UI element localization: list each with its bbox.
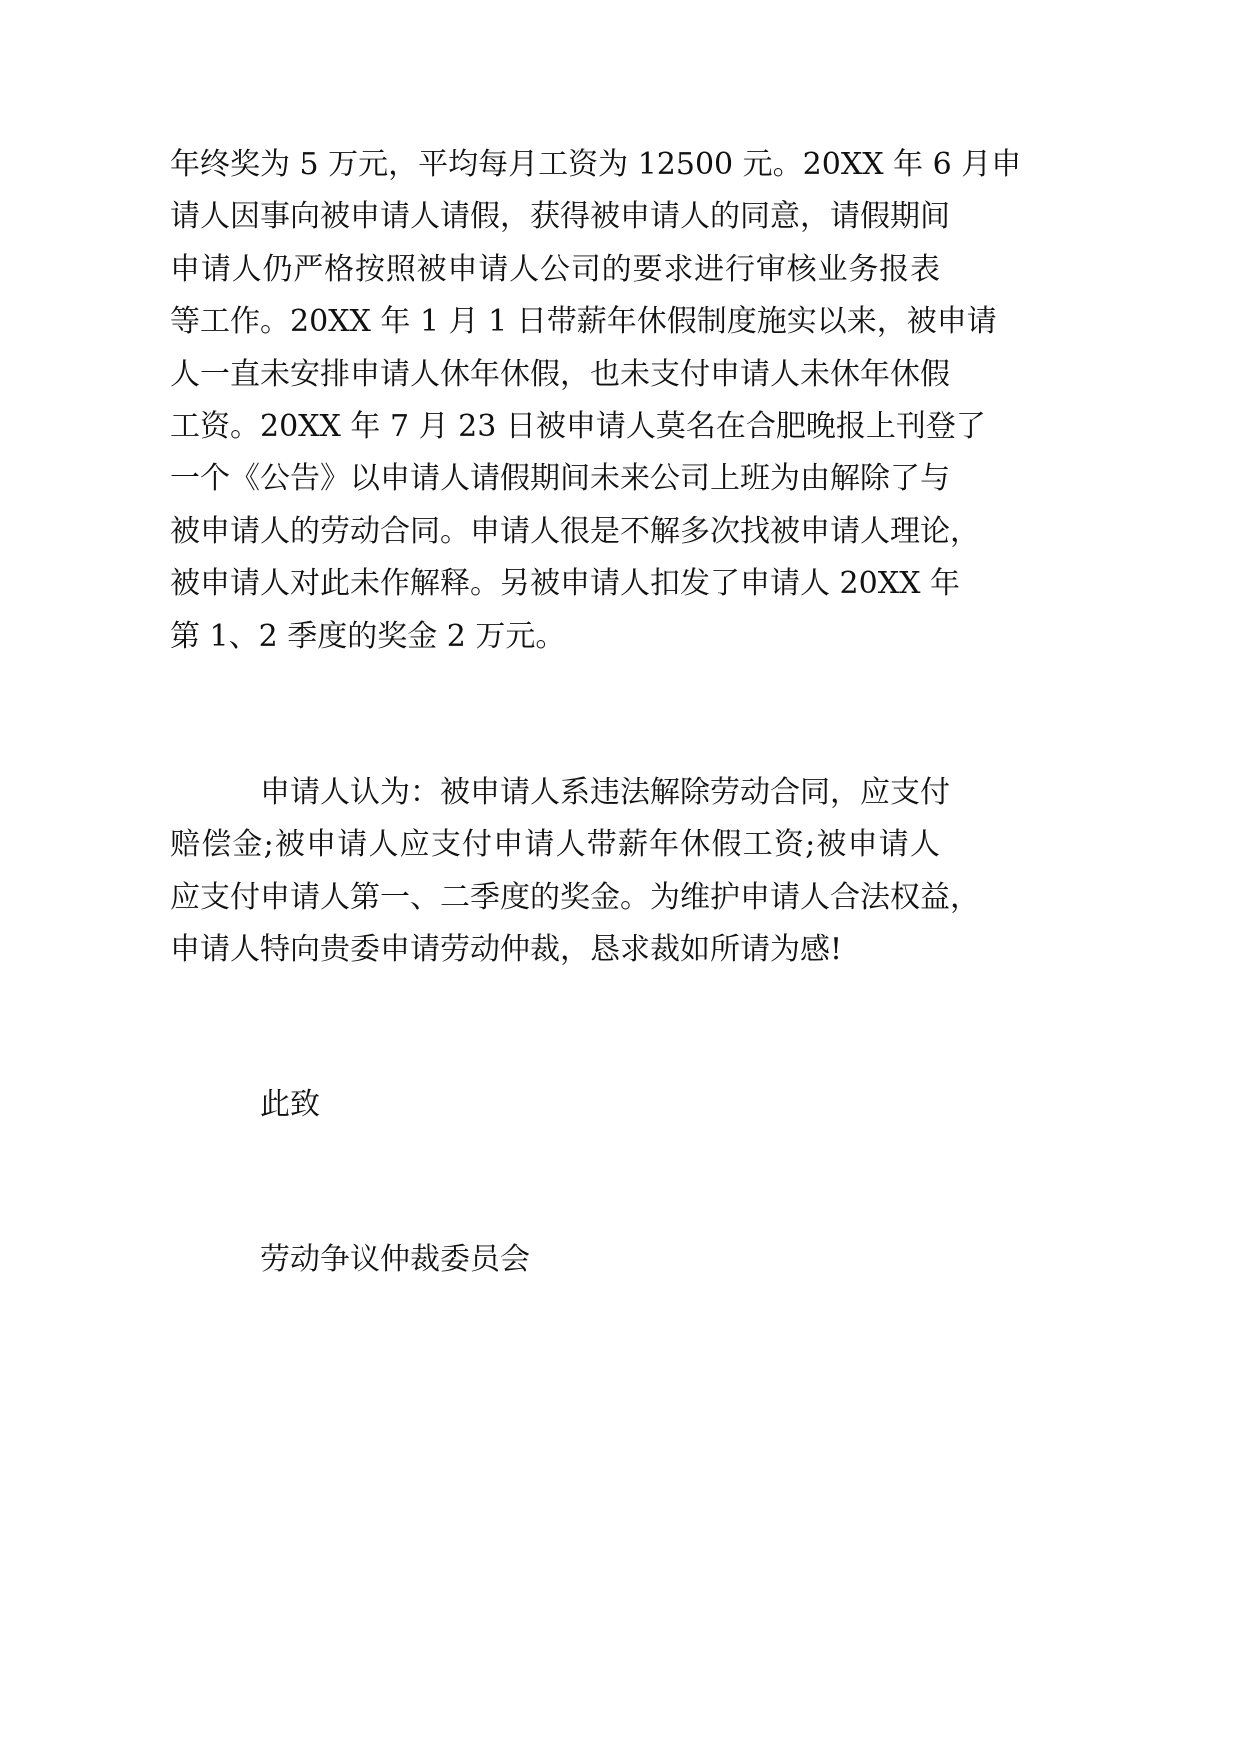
body-text-line: 赔偿金;被申请人应支付申请人带薪年休假工资;被申请人 — [170, 827, 940, 863]
paragraph-facts — [170, 139, 1022, 663]
body-text-line: 年终奖为 5 万元，平均每月工资为 12500 元。20XX 年 6 月申 — [170, 147, 1022, 182]
body-text-line: 被申请人对此未作解释。另被申请人扣发了申请人 20XX 年 — [170, 566, 960, 602]
body-text-line: 申请人仍严格按照被申请人公司的要求进行审核业务报表 — [170, 251, 940, 287]
body-text-line: 申请人特向贵委申请劳动仲裁，恳求裁如所请为感! — [170, 932, 843, 968]
closing-salutation — [170, 1079, 940, 1131]
body-text-line: 一个《公告》以申请人请假期间未来公司上班为由解除了与 — [170, 461, 950, 497]
body-text-line: 被申请人的劳动合同。申请人很是不解多次找被申请人理论， — [170, 513, 980, 549]
body-text-line: 人一直未安排申请人休年休假，也未支付申请人未休年休假 — [170, 356, 950, 392]
salutation-text: 此致 — [260, 1087, 320, 1122]
body-text-line: 应支付申请人第一、二季度的奖金。为维护申请人合法权益， — [170, 879, 980, 915]
recipient-block — [170, 1234, 940, 1286]
body-text-line: 工资。20XX 年 7 月 23 日被申请人莫名在合肥晚报上刊登了 — [170, 408, 986, 444]
body-text-line: 第 1、2 季度的奖金 2 万元。 — [170, 618, 566, 654]
body-text-line: 请人因事向被申请人请假，获得被申请人的同意，请假期间 — [170, 199, 950, 235]
paragraph-claims — [170, 767, 980, 977]
recipient-name: 劳动争议仲裁委员会 — [260, 1242, 530, 1277]
body-text-line: 申请人认为：被申请人系违法解除劳动合同，应支付 — [260, 775, 950, 810]
body-text-line: 等工作。20XX 年 1 月 1 日带薪年休假制度施实以来，被申请 — [170, 304, 997, 340]
